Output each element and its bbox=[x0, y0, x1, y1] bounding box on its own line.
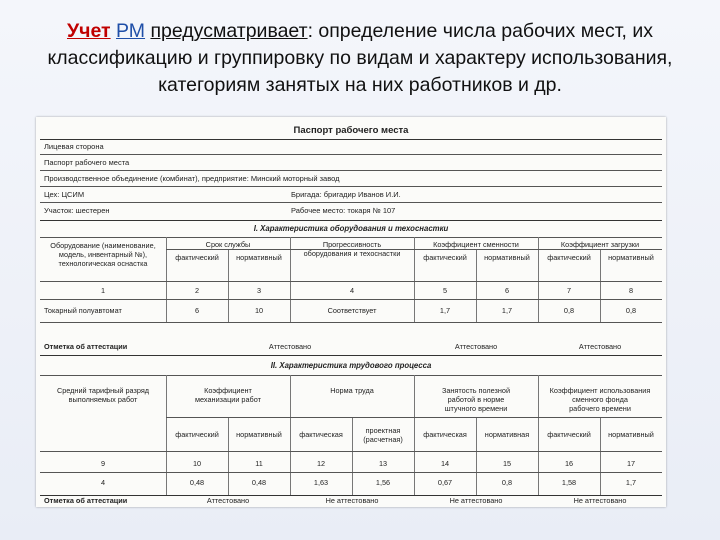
useful-work-normative: 0,8 bbox=[501, 478, 513, 487]
sub-header: нормативная bbox=[484, 430, 530, 439]
sub-header: нормативный bbox=[236, 430, 282, 439]
sub-header: фактический bbox=[175, 430, 219, 439]
attestation-useful-work: Не аттестовано bbox=[449, 496, 503, 505]
shift-fund-actual: 1,58 bbox=[561, 478, 577, 487]
attestation-label-2: Отметка об аттестации bbox=[44, 496, 128, 505]
sub-header: проектная (расчетная) bbox=[363, 426, 403, 444]
column-number: 17 bbox=[626, 459, 636, 468]
header-service-life: Срок службы bbox=[205, 240, 251, 249]
meta-section: Участок: шестерен bbox=[44, 206, 110, 215]
attestation-shift: Аттестовано bbox=[454, 342, 498, 351]
column-number: 12 bbox=[316, 459, 326, 468]
column-number: 8 bbox=[628, 286, 634, 295]
column-number: 1 bbox=[100, 286, 106, 295]
column-number: 14 bbox=[440, 459, 450, 468]
heading-word-predusmatrivaet: предусматривает bbox=[150, 20, 308, 42]
divider bbox=[40, 375, 662, 376]
meta-workplace: Рабочее место: токаря № 107 bbox=[291, 206, 396, 215]
column-number: 11 bbox=[255, 459, 263, 468]
header-equipment: Оборудование (наименование, модель, инвентарный №), технологическая оснастка bbox=[50, 241, 156, 268]
shift-actual: 1,7 bbox=[439, 306, 451, 315]
attestation-load: Аттестовано bbox=[578, 342, 622, 351]
attestation-label-1: Отметка об аттестации bbox=[44, 342, 128, 351]
load-normative: 0,8 bbox=[625, 306, 637, 315]
shift-normative: 1,7 bbox=[501, 306, 513, 315]
load-actual: 0,8 bbox=[563, 306, 575, 315]
attestation-equipment: Аттестовано bbox=[268, 342, 312, 351]
column-number: 9 bbox=[100, 459, 106, 468]
divider bbox=[166, 249, 662, 250]
attestation-mechanization: Аттестовано bbox=[206, 496, 250, 505]
divider bbox=[40, 299, 662, 300]
sub-header: нормативный bbox=[608, 253, 654, 262]
divider bbox=[40, 202, 662, 203]
meta-side: Лицевая сторона bbox=[44, 142, 104, 151]
service-life-normative: 10 bbox=[254, 306, 264, 315]
sub-header: фактический bbox=[547, 253, 591, 262]
sub-header: фактическая bbox=[299, 430, 343, 439]
divider bbox=[40, 281, 662, 282]
slide-heading bbox=[30, 18, 690, 99]
mechanization-actual: 0,48 bbox=[189, 478, 205, 487]
divider bbox=[40, 139, 662, 140]
header-tariff-grade: Средний тарифный разряд выполняемых работ bbox=[56, 386, 150, 404]
heading-word-uchet: Учет bbox=[67, 20, 111, 42]
divider bbox=[40, 472, 662, 473]
labor-norm-actual: 1,63 bbox=[313, 478, 329, 487]
useful-work-actual: 0,67 bbox=[437, 478, 453, 487]
divider bbox=[40, 355, 662, 356]
divider bbox=[40, 237, 662, 238]
heading-word-rm: РМ bbox=[116, 20, 146, 42]
attestation-labor-norm: Не аттестовано bbox=[325, 496, 379, 505]
progressiveness-value: Соответствует bbox=[327, 306, 377, 315]
column-number: 16 bbox=[564, 459, 574, 468]
header-useful-work: Занятость полезной работой в норме штучного времени bbox=[441, 386, 511, 413]
header-mechanization: Коэффициент механизации работ bbox=[195, 386, 261, 404]
service-life-actual: 6 bbox=[194, 306, 200, 315]
divider bbox=[40, 154, 662, 155]
section2-title: II. Характеристика трудового процесса bbox=[270, 361, 432, 370]
divider bbox=[40, 322, 662, 323]
labor-norm-projected: 1,56 bbox=[375, 478, 391, 487]
tariff-grade-value: 4 bbox=[100, 478, 106, 487]
meta-shop: Цех: ЦСИМ bbox=[44, 190, 85, 199]
header-shift-coefficient: Коэффициент сменности bbox=[433, 240, 519, 249]
column-number: 2 bbox=[194, 286, 200, 295]
meta-org: Производственное объединение (комбинат), предприятие: Минский моторный завод bbox=[44, 174, 340, 183]
column-number: 7 bbox=[566, 286, 572, 295]
sub-header: фактический bbox=[175, 253, 219, 262]
divider bbox=[40, 170, 662, 171]
sub-header: фактический bbox=[423, 253, 467, 262]
header-load-coefficient: Коэффициент загрузки bbox=[560, 240, 640, 249]
shift-fund-normative: 1,7 bbox=[625, 478, 637, 487]
sub-header: фактический bbox=[547, 430, 591, 439]
equipment-name: Токарный полуавтомат bbox=[44, 306, 122, 315]
column-number: 15 bbox=[502, 459, 512, 468]
column-number: 13 bbox=[378, 459, 388, 468]
column-number: 6 bbox=[504, 286, 510, 295]
column-number: 5 bbox=[442, 286, 448, 295]
meta-passport: Паспорт рабочего места bbox=[44, 158, 130, 167]
column-number: 4 bbox=[349, 286, 355, 295]
header-progressiveness: Прогрессивность оборудования и техоснастки bbox=[303, 240, 401, 258]
attestation-shift-fund: Не аттестовано bbox=[573, 496, 627, 505]
header-shift-fund: Коэффициент использования сменного фонда рабочего времени bbox=[549, 386, 651, 413]
sub-header: фактическая bbox=[423, 430, 467, 439]
divider bbox=[40, 220, 662, 221]
divider bbox=[40, 186, 662, 187]
passport-title: Паспорт рабочего места bbox=[293, 125, 409, 136]
section1-title: I. Характеристика оборудования и техоснастки bbox=[253, 224, 449, 233]
sub-header: нормативный bbox=[236, 253, 282, 262]
sub-header: нормативный bbox=[608, 430, 654, 439]
workplace-passport-scan bbox=[36, 117, 666, 507]
divider bbox=[166, 417, 662, 418]
divider bbox=[40, 451, 662, 452]
meta-brigade: Бригада: бригадир Иванов И.И. bbox=[291, 190, 401, 199]
mechanization-normative: 0,48 bbox=[251, 478, 267, 487]
column-number: 3 bbox=[256, 286, 262, 295]
sub-header: нормативный bbox=[484, 253, 530, 262]
column-number: 10 bbox=[192, 459, 202, 468]
header-labor-norm: Норма труда bbox=[330, 386, 374, 395]
heading-rest: : определение числа рабочих мест, их классификацию и группировку по видам и характеру использования, категориям занятых на них работников и др. bbox=[47, 20, 673, 96]
